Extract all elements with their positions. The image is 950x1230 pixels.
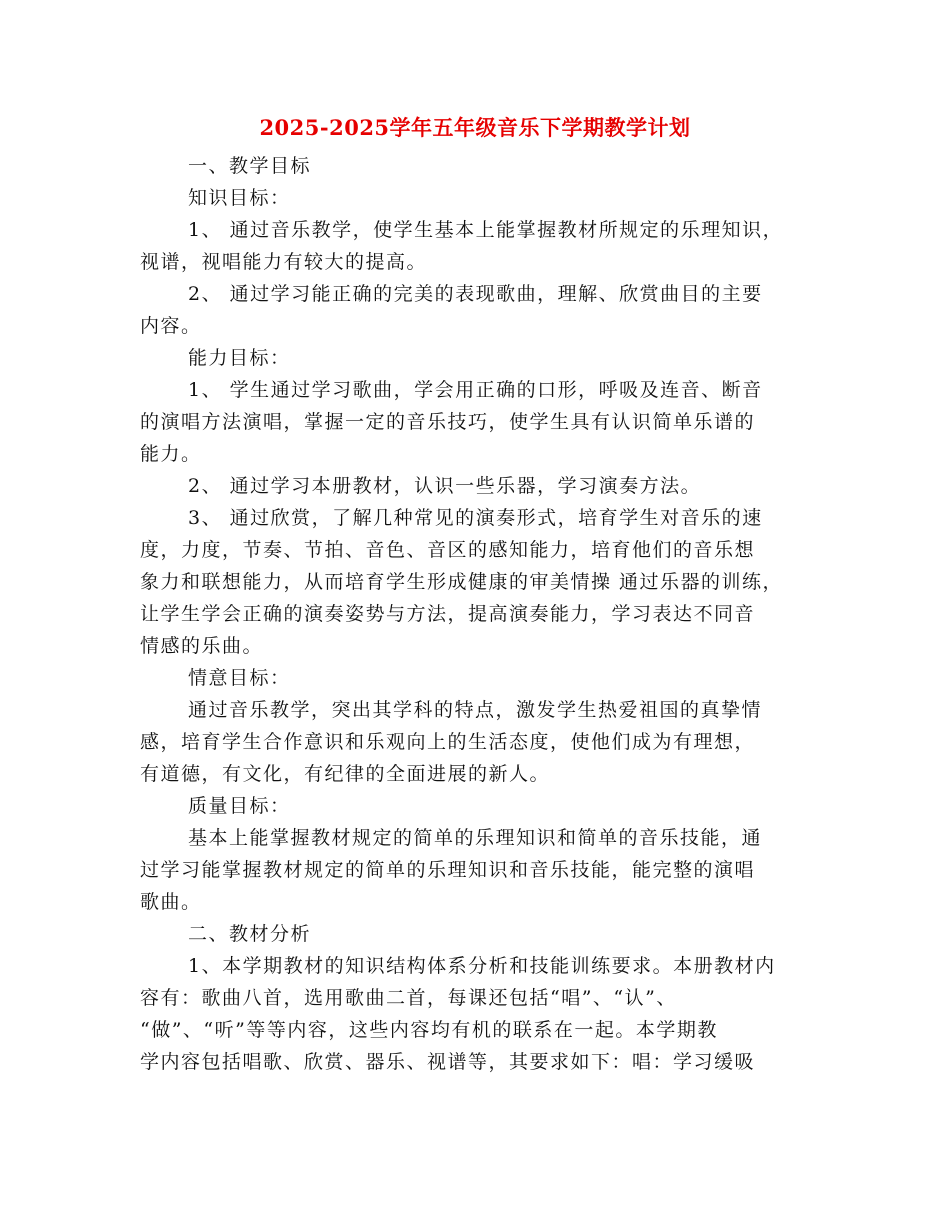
body-line: 二、教材分析 xyxy=(188,923,312,945)
body-line: 情感的乐曲。 xyxy=(140,635,264,657)
body-line: 3、 通过欣赏，了解几种常见的演奏形式，培育学生对音乐的速 xyxy=(188,507,763,529)
body-line: 象力和联想能力，从而培育学生形成健康的审美情操 通过乐器的训练， xyxy=(140,571,784,593)
body-line: 感，培育学生合作意识和乐观向上的生活态度，使他们成为有理想， xyxy=(140,731,756,753)
body-line: 能力。 xyxy=(140,443,202,465)
body-line: 通过音乐教学，突出其学科的特点，激发学生热爱祖国的真挚情 xyxy=(188,699,763,721)
body-line: 1、本学期教材的知识结构体系分析和技能训练要求。本册教材内 xyxy=(188,955,776,977)
body-line: 让学生学会正确的演奏姿势与方法，提高演奏能力，学习表达不同音 xyxy=(140,603,756,625)
body-line: 情意目标： xyxy=(188,667,291,689)
body-line: 2、 通过学习能正确的完美的表现歌曲，理解、欣赏曲目的主要 xyxy=(188,283,763,305)
body-line: 能力目标： xyxy=(188,347,291,369)
body-line: 基本上能掌握教材规定的简单的乐理知识和简单的音乐技能，通 xyxy=(188,827,763,849)
body-line: 有道德，有文化，有纪律的全面进展的新人。 xyxy=(140,763,551,785)
body-line: 1、 学生通过学习歌曲，学会用正确的口形，呼吸及连音、断音 xyxy=(188,379,763,401)
body-line: 质量目标： xyxy=(188,795,291,817)
body-line: 视谱，视唱能力有较大的提高。 xyxy=(140,251,428,273)
document-title: 2025-2025学年五年级音乐下学期教学计划 xyxy=(259,115,691,140)
body-line: 知识目标： xyxy=(188,187,291,209)
body-line: 容有：歌曲八首，选用歌曲二首，每课还包括“唱”、“认”、 xyxy=(140,987,677,1009)
body-line: 过学习能掌握教材规定的简单的乐理知识和音乐技能，能完整的演唱 xyxy=(140,859,756,881)
body-line: 2、 通过学习本册教材，认识一些乐器，学习演奏方法。 xyxy=(188,475,702,497)
body-line: 学内容包括唱歌、欣赏、器乐、视谱等，其要求如下：唱：学习缓吸 xyxy=(140,1051,756,1073)
body-line: 度，力度，节奏、节拍、音色、音区的感知能力，培育他们的音乐想 xyxy=(140,539,756,561)
body-line: 歌曲。 xyxy=(140,891,202,913)
document-body xyxy=(140,150,812,1078)
body-line: 1、 通过音乐教学，使学生基本上能掌握教材所规定的乐理知识， xyxy=(188,219,784,241)
body-line: 的演唱方法演唱，掌握一定的音乐技巧，使学生具有认识简单乐谱的 xyxy=(140,411,756,433)
body-line: “做”、“听”等等内容，这些内容均有机的联系在一起。本学期教 xyxy=(140,1019,718,1041)
body-line: 内容。 xyxy=(140,315,202,337)
body-line: 一、教学目标 xyxy=(188,155,312,177)
